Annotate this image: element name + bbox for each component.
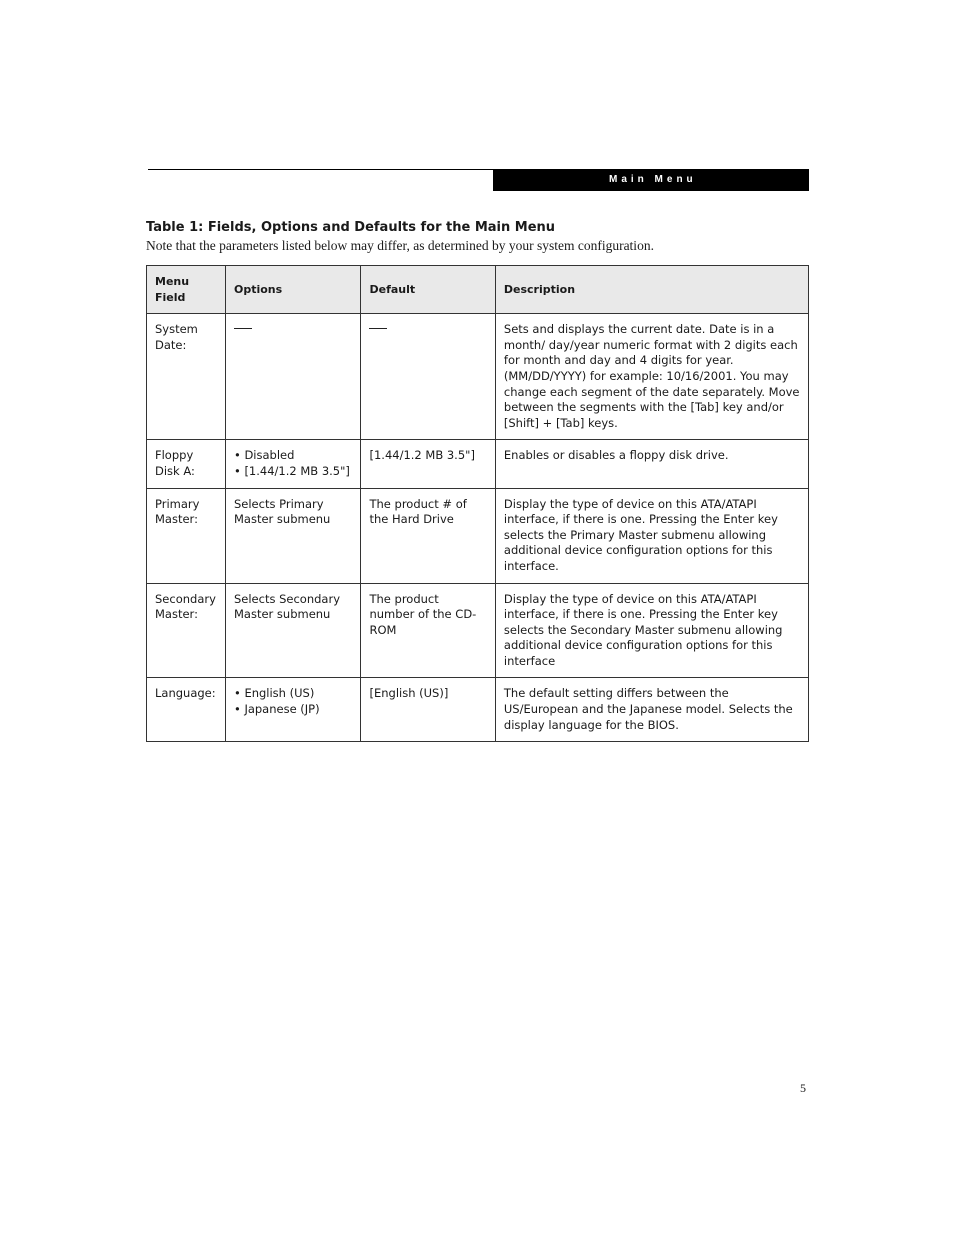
option-item: • [1.44/1.2 MB 3.5"] xyxy=(234,464,353,480)
cell-options xyxy=(225,440,361,488)
empty-dash xyxy=(369,328,387,329)
column-header-options: Options xyxy=(225,266,361,314)
cell-description: Display the type of device on this ATA/ATAPI interface, if there is one. Pressing the Enter key selects the Primary Master submenu allowing additional device configuration options for this interface. xyxy=(495,488,808,583)
column-header-menu-field: Menu Field xyxy=(147,266,226,314)
cell-field: Secondary Master: xyxy=(147,583,226,678)
page-number: 5 xyxy=(800,1081,806,1095)
cell-default: [1.44/1.2 MB 3.5"] xyxy=(361,440,495,488)
options-list xyxy=(234,448,353,479)
option-item: • English (US) xyxy=(234,686,353,702)
cell-description: Sets and displays the current date. Date is in a month/ day/year numeric format with 2 digits each for month and day and 4 digits for year. (MM/DD/YYYY) for example: 10/16/2001. You may change each segment of the date separately. Move between the segments with the [Tab] key and/or [Shift] + [Tab] keys. xyxy=(495,314,808,440)
main-menu-table xyxy=(146,265,809,742)
table-title: Table 1: Fields, Options and Defaults for the Main Menu xyxy=(146,220,556,235)
cell-options xyxy=(225,314,361,440)
column-header-description: Description xyxy=(495,266,808,314)
option-item: • Disabled xyxy=(234,448,353,464)
cell-options xyxy=(225,678,361,742)
table-row xyxy=(147,583,809,678)
options-list xyxy=(234,686,353,717)
table-row xyxy=(147,678,809,742)
cell-default xyxy=(361,314,495,440)
cell-field: System Date: xyxy=(147,314,226,440)
cell-default: The product # of the Hard Drive xyxy=(361,488,495,583)
cell-field: Language: xyxy=(147,678,226,742)
cell-default: [English (US)] xyxy=(361,678,495,742)
cell-description: The default setting differs between the US/European and the Japanese model. Selects the display language for the BIOS. xyxy=(495,678,808,742)
empty-dash xyxy=(234,328,252,329)
cell-field: Primary Master: xyxy=(147,488,226,583)
table-row xyxy=(147,440,809,488)
cell-options: Selects Secondary Master submenu xyxy=(225,583,361,678)
cell-options: Selects Primary Master submenu xyxy=(225,488,361,583)
table-row xyxy=(147,314,809,440)
cell-field: Floppy Disk A: xyxy=(147,440,226,488)
table-header-row xyxy=(147,266,809,314)
cell-description: Display the type of device on this ATA/ATAPI interface, if there is one. Pressing the Enter key selects the Secondary Master submenu allowing additional device configuration options for this interface xyxy=(495,583,808,678)
cell-default: The product number of the CD-ROM xyxy=(361,583,495,678)
cell-description: Enables or disables a floppy disk drive. xyxy=(495,440,808,488)
column-header-default: Default xyxy=(361,266,495,314)
table-row xyxy=(147,488,809,583)
option-item: • Japanese (JP) xyxy=(234,702,353,718)
table-note: Note that the parameters listed below may differ, as determined by your system configuration. xyxy=(146,238,654,253)
section-header: Main Menu xyxy=(493,169,809,191)
header-rule xyxy=(148,169,493,170)
